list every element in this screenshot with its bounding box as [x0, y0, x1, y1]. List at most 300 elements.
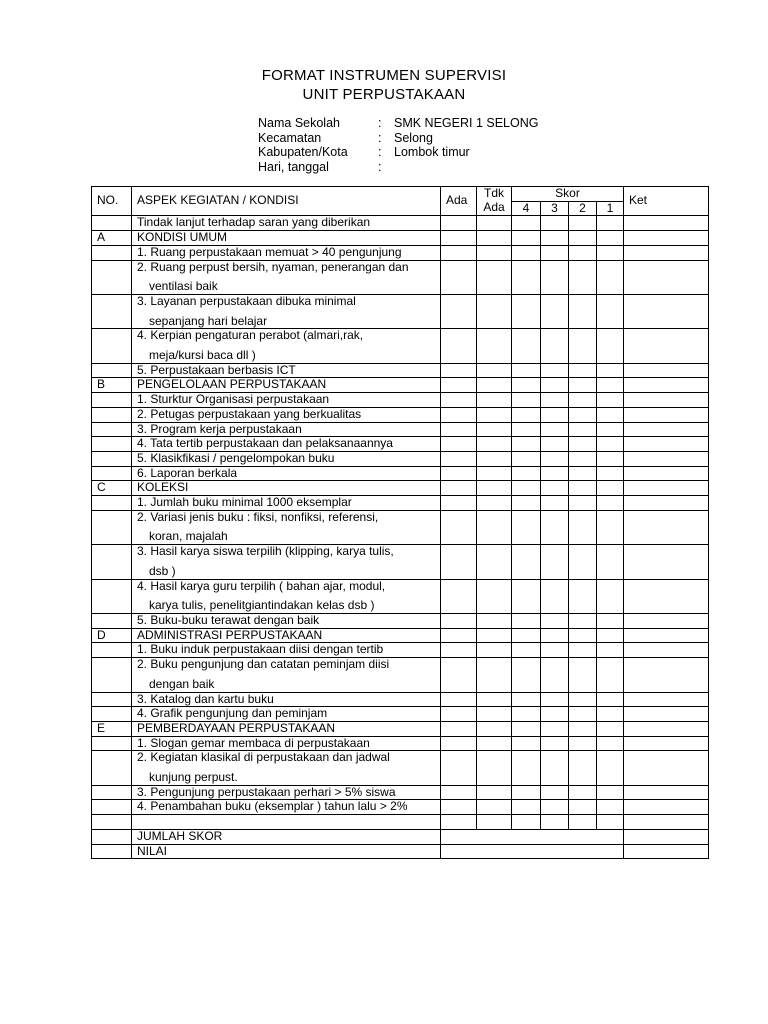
- cell-skor-3[interactable]: [541, 692, 569, 707]
- cell-ket[interactable]: [624, 829, 709, 844]
- row-no: E: [92, 721, 132, 736]
- cell-tdk-ada[interactable]: [477, 628, 512, 643]
- header-skor: Skor: [512, 187, 624, 202]
- cell-ket[interactable]: [624, 260, 709, 294]
- cell-ket[interactable]: [624, 393, 709, 408]
- cell-skor-4[interactable]: [512, 721, 541, 736]
- row-aspek: [132, 751, 441, 785]
- cell-skor-1[interactable]: [597, 260, 624, 294]
- cell-ada[interactable]: [441, 466, 477, 481]
- cell-tdk-ada[interactable]: [477, 751, 512, 785]
- row-aspek: KOLEKSI: [132, 481, 441, 496]
- cell-skor-4[interactable]: [512, 437, 541, 452]
- jumlah-skor-value[interactable]: [441, 829, 624, 844]
- row-aspek: [132, 260, 441, 294]
- cell-skor-3[interactable]: [541, 393, 569, 408]
- cell-skor-2[interactable]: [569, 815, 597, 830]
- cell-skor-1[interactable]: [597, 628, 624, 643]
- cell-skor-3[interactable]: [541, 231, 569, 246]
- cell-ada[interactable]: [441, 260, 477, 294]
- cell-skor-4[interactable]: [512, 692, 541, 707]
- cell-skor-4[interactable]: [512, 329, 541, 363]
- cell-skor-1[interactable]: [597, 451, 624, 466]
- row-no: [92, 751, 132, 785]
- cell-skor-1[interactable]: [597, 294, 624, 328]
- cell-ket[interactable]: [624, 545, 709, 579]
- cell-ket[interactable]: [624, 481, 709, 496]
- cell-skor-4[interactable]: [512, 294, 541, 328]
- cell-tdk-ada[interactable]: [477, 579, 512, 613]
- cell-ada[interactable]: [441, 785, 477, 800]
- cell-skor-1[interactable]: [597, 481, 624, 496]
- row-no: [92, 422, 132, 437]
- cell-skor-3[interactable]: [541, 815, 569, 830]
- cell-skor-2[interactable]: [569, 643, 597, 658]
- cell-skor-2[interactable]: [569, 613, 597, 628]
- document-title: FORMAT INSTRUMEN SUPERVISI: [261, 67, 507, 84]
- cell-skor-3[interactable]: [541, 294, 569, 328]
- cell-skor-4[interactable]: [512, 466, 541, 481]
- cell-ket[interactable]: [624, 815, 709, 830]
- cell-skor-4[interactable]: [512, 363, 541, 378]
- row-aspek: 1. Slogan gemar membaca di perpustakaan: [132, 736, 441, 751]
- cell-skor-4[interactable]: [512, 707, 541, 722]
- cell-skor-1[interactable]: [597, 643, 624, 658]
- cell-ket[interactable]: [624, 407, 709, 422]
- cell-skor-3[interactable]: [541, 510, 569, 544]
- row-no: [92, 329, 132, 363]
- header-score-3: 3: [541, 201, 569, 216]
- cell-ket[interactable]: [624, 800, 709, 815]
- row-aspek-line2: dengan baik: [149, 676, 215, 691]
- cell-skor-4[interactable]: [512, 545, 541, 579]
- cell-skor-1[interactable]: [597, 216, 624, 231]
- cell-skor-4[interactable]: [512, 216, 541, 231]
- cell-ket[interactable]: [624, 329, 709, 363]
- cell-ada[interactable]: [441, 628, 477, 643]
- cell-skor-2[interactable]: [569, 496, 597, 511]
- cell-ket[interactable]: [624, 216, 709, 231]
- cell-tdk-ada[interactable]: [477, 815, 512, 830]
- cell-skor-4[interactable]: [512, 510, 541, 544]
- cell-ada[interactable]: [441, 407, 477, 422]
- cell-skor-3[interactable]: [541, 643, 569, 658]
- row-no: [92, 437, 132, 452]
- cell-skor-1[interactable]: [597, 579, 624, 613]
- cell-skor-2[interactable]: [569, 658, 597, 692]
- cell-tdk-ada[interactable]: [477, 658, 512, 692]
- cell-ket[interactable]: [624, 294, 709, 328]
- row-aspek-line1: 3. Layanan perpustakaan dibuka minimal: [137, 294, 356, 308]
- cell-skor-3[interactable]: [541, 613, 569, 628]
- cell-tdk-ada[interactable]: [477, 545, 512, 579]
- cell-skor-1[interactable]: [597, 437, 624, 452]
- cell-ada[interactable]: [441, 692, 477, 707]
- cell-skor-3[interactable]: [541, 466, 569, 481]
- cell-skor-3[interactable]: [541, 736, 569, 751]
- cell-skor-4[interactable]: [512, 422, 541, 437]
- cell-ada[interactable]: [441, 437, 477, 452]
- cell-skor-1[interactable]: [597, 329, 624, 363]
- row-no: [92, 510, 132, 544]
- cell-tdk-ada[interactable]: [477, 510, 512, 544]
- row-aspek: 6. Laporan berkala: [132, 466, 441, 481]
- cell-ada[interactable]: [441, 245, 477, 260]
- cell-skor-2[interactable]: [569, 294, 597, 328]
- cell-ada[interactable]: [441, 707, 477, 722]
- cell-tdk-ada[interactable]: [477, 260, 512, 294]
- cell-skor-3[interactable]: [541, 707, 569, 722]
- cell-ket[interactable]: [624, 579, 709, 613]
- row-aspek-line1: 2. Variasi jenis buku : fiksi, nonfiksi, referensi,: [137, 510, 379, 524]
- cell-skor-3[interactable]: [541, 496, 569, 511]
- cell-ket[interactable]: [624, 785, 709, 800]
- table-row: [92, 407, 709, 422]
- cell-skor-2[interactable]: [569, 751, 597, 785]
- cell-skor-2[interactable]: [569, 245, 597, 260]
- row-aspek: 1. Ruang perpustakaan memuat > 40 pengunjung: [132, 245, 441, 260]
- cell-skor-2[interactable]: [569, 785, 597, 800]
- cell-skor-2[interactable]: [569, 393, 597, 408]
- cell-skor-3[interactable]: [541, 481, 569, 496]
- cell-skor-2[interactable]: [569, 363, 597, 378]
- cell-skor-4[interactable]: [512, 231, 541, 246]
- row-aspek: [132, 579, 441, 613]
- cell-skor-2[interactable]: [569, 216, 597, 231]
- cell-tdk-ada[interactable]: [477, 393, 512, 408]
- cell-skor-1[interactable]: [597, 692, 624, 707]
- row-aspek-line2: koran, majalah: [149, 529, 228, 544]
- cell-ada[interactable]: [441, 294, 477, 328]
- cell-ada[interactable]: [441, 393, 477, 408]
- row-no: [92, 815, 132, 830]
- cell-skor-4[interactable]: [512, 245, 541, 260]
- row-jumlah-skor: [92, 829, 709, 844]
- row-no: D: [92, 628, 132, 643]
- header-tdk-line1: Tdk: [483, 186, 504, 200]
- cell-skor-2[interactable]: [569, 800, 597, 815]
- cell-ada[interactable]: [441, 363, 477, 378]
- cell-skor-3[interactable]: [541, 378, 569, 393]
- cell-skor-2[interactable]: [569, 481, 597, 496]
- row-no: [92, 829, 132, 844]
- cell-tdk-ada[interactable]: [477, 231, 512, 246]
- cell-tdk-ada[interactable]: [477, 481, 512, 496]
- cell-skor-2[interactable]: [569, 510, 597, 544]
- cell-ket[interactable]: [624, 707, 709, 722]
- cell-skor-1[interactable]: [597, 466, 624, 481]
- cell-tdk-ada[interactable]: [477, 294, 512, 328]
- cell-ada[interactable]: [441, 800, 477, 815]
- row-no: [92, 294, 132, 328]
- cell-skor-1[interactable]: [597, 496, 624, 511]
- row-no: [92, 613, 132, 628]
- cell-skor-2[interactable]: [569, 407, 597, 422]
- cell-skor-4[interactable]: [512, 785, 541, 800]
- table-row: [92, 329, 709, 363]
- cell-skor-1[interactable]: [597, 231, 624, 246]
- cell-ada[interactable]: [441, 613, 477, 628]
- cell-skor-4[interactable]: [512, 407, 541, 422]
- row-aspek-line2: karya tulis, penelitgiantindakan kelas dsb ): [149, 598, 375, 613]
- cell-skor-4[interactable]: [512, 496, 541, 511]
- row-aspek-line1: 2. Buku pengunjung dan catatan peminjam diisi: [137, 657, 390, 672]
- row-aspek: ADMINISTRASI PERPUSTAKAAN: [132, 628, 441, 643]
- cell-skor-2[interactable]: [569, 231, 597, 246]
- cell-ket[interactable]: [624, 363, 709, 378]
- cell-skor-1[interactable]: [597, 393, 624, 408]
- cell-skor-4[interactable]: [512, 815, 541, 830]
- cell-skor-3[interactable]: [541, 658, 569, 692]
- cell-skor-3[interactable]: [541, 245, 569, 260]
- cell-ada[interactable]: [441, 481, 477, 496]
- row-no: [92, 393, 132, 408]
- cell-skor-1[interactable]: [597, 545, 624, 579]
- header-ket: Ket: [624, 187, 709, 216]
- cell-skor-1[interactable]: [597, 613, 624, 628]
- header-score-2: 2: [569, 201, 597, 216]
- cell-skor-3[interactable]: [541, 451, 569, 466]
- cell-ket[interactable]: [624, 437, 709, 452]
- header-score-4: 4: [512, 201, 541, 216]
- cell-skor-4[interactable]: [512, 579, 541, 613]
- cell-skor-1[interactable]: [597, 721, 624, 736]
- cell-skor-1[interactable]: [597, 736, 624, 751]
- row-aspek-line1: 4. Kerpian pengaturan perabot (almari,rak,: [137, 328, 364, 343]
- cell-skor-2[interactable]: [569, 579, 597, 613]
- cell-ada[interactable]: [441, 231, 477, 246]
- cell-skor-3[interactable]: [541, 422, 569, 437]
- cell-ada[interactable]: [441, 496, 477, 511]
- cell-ket[interactable]: [624, 466, 709, 481]
- cell-skor-4[interactable]: [512, 628, 541, 643]
- cell-tdk-ada[interactable]: [477, 245, 512, 260]
- cell-ket[interactable]: [624, 422, 709, 437]
- cell-skor-3[interactable]: [541, 329, 569, 363]
- cell-skor-2[interactable]: [569, 437, 597, 452]
- cell-skor-4[interactable]: [512, 378, 541, 393]
- row-aspek: Tindak lanjut terhadap saran yang diberikan: [132, 216, 441, 231]
- cell-skor-4[interactable]: [512, 393, 541, 408]
- cell-tdk-ada[interactable]: [477, 643, 512, 658]
- header-score-1: 1: [597, 201, 624, 216]
- cell-ada[interactable]: [441, 579, 477, 613]
- cell-skor-3[interactable]: [541, 437, 569, 452]
- cell-skor-2[interactable]: [569, 707, 597, 722]
- cell-ket[interactable]: [624, 736, 709, 751]
- row-aspek-line1: 3. Hasil karya siswa terpilih (klipping, karya tulis,: [137, 544, 394, 559]
- row-aspek-line2: ventilasi baik: [149, 279, 218, 294]
- info-label: Kecamatan: [258, 130, 322, 145]
- cell-tdk-ada[interactable]: [477, 466, 512, 481]
- cell-ada[interactable]: [441, 721, 477, 736]
- cell-tdk-ada[interactable]: [477, 422, 512, 437]
- cell-skor-2[interactable]: [569, 628, 597, 643]
- cell-skor-1[interactable]: [597, 378, 624, 393]
- cell-ada[interactable]: [441, 545, 477, 579]
- cell-ada[interactable]: [441, 378, 477, 393]
- table-row: [92, 658, 709, 692]
- cell-skor-1[interactable]: [597, 707, 624, 722]
- table-row: [92, 800, 709, 815]
- table-row: [92, 579, 709, 613]
- cell-skor-3[interactable]: [541, 407, 569, 422]
- row-aspek: 5. Klasikfikasi / pengelompokan buku: [132, 451, 441, 466]
- table-row: [92, 231, 709, 246]
- cell-ket[interactable]: [624, 658, 709, 692]
- cell-skor-2[interactable]: [569, 329, 597, 363]
- table-row: [92, 451, 709, 466]
- cell-skor-1[interactable]: [597, 422, 624, 437]
- table-row: [92, 393, 709, 408]
- cell-skor-2[interactable]: [569, 721, 597, 736]
- cell-ada[interactable]: [441, 422, 477, 437]
- table-body: [92, 187, 709, 859]
- table-row: [92, 245, 709, 260]
- table-row: [92, 545, 709, 579]
- cell-ada[interactable]: [441, 815, 477, 830]
- table-row: [92, 216, 709, 231]
- cell-skor-2[interactable]: [569, 422, 597, 437]
- cell-ket[interactable]: [624, 378, 709, 393]
- cell-tdk-ada[interactable]: [477, 721, 512, 736]
- cell-ket[interactable]: [624, 751, 709, 785]
- cell-skor-4[interactable]: [512, 643, 541, 658]
- cell-skor-3[interactable]: [541, 216, 569, 231]
- cell-skor-4[interactable]: [512, 800, 541, 815]
- cell-skor-1[interactable]: [597, 510, 624, 544]
- cell-tdk-ada[interactable]: [477, 785, 512, 800]
- cell-ada[interactable]: [441, 751, 477, 785]
- cell-ket[interactable]: [624, 628, 709, 643]
- cell-ket[interactable]: [624, 245, 709, 260]
- cell-ada[interactable]: [441, 736, 477, 751]
- cell-ada[interactable]: [441, 510, 477, 544]
- cell-skor-1[interactable]: [597, 245, 624, 260]
- cell-ada[interactable]: [441, 643, 477, 658]
- cell-ada[interactable]: [441, 329, 477, 363]
- cell-skor-1[interactable]: [597, 815, 624, 830]
- nilai-label: NILAI: [132, 844, 441, 859]
- table-row: [92, 466, 709, 481]
- cell-ket[interactable]: [624, 613, 709, 628]
- cell-tdk-ada[interactable]: [477, 363, 512, 378]
- cell-tdk-ada[interactable]: [477, 800, 512, 815]
- cell-tdk-ada[interactable]: [477, 329, 512, 363]
- cell-skor-3[interactable]: [541, 363, 569, 378]
- row-aspek: [132, 329, 441, 363]
- cell-tdk-ada[interactable]: [477, 613, 512, 628]
- cell-skor-2[interactable]: [569, 692, 597, 707]
- info-row-nama-sekolah: [258, 116, 538, 131]
- table-row: [92, 496, 709, 511]
- cell-tdk-ada[interactable]: [477, 496, 512, 511]
- cell-skor-4[interactable]: [512, 751, 541, 785]
- cell-skor-2[interactable]: [569, 545, 597, 579]
- cell-skor-3[interactable]: [541, 579, 569, 613]
- cell-ket[interactable]: [624, 231, 709, 246]
- cell-tdk-ada[interactable]: [477, 216, 512, 231]
- cell-skor-4[interactable]: [512, 260, 541, 294]
- cell-skor-4[interactable]: [512, 658, 541, 692]
- cell-tdk-ada[interactable]: [477, 437, 512, 452]
- cell-skor-2[interactable]: [569, 451, 597, 466]
- info-value: SMK NEGERI 1 SELONG: [394, 116, 539, 130]
- cell-skor-3[interactable]: [541, 751, 569, 785]
- cell-ket[interactable]: [624, 496, 709, 511]
- cell-skor-2[interactable]: [569, 736, 597, 751]
- cell-ada[interactable]: [441, 451, 477, 466]
- row-no: [92, 785, 132, 800]
- row-aspek: 3. Pengunjung perpustakaan perhari > 5% siswa: [132, 785, 441, 800]
- cell-tdk-ada[interactable]: [477, 707, 512, 722]
- cell-skor-1[interactable]: [597, 407, 624, 422]
- cell-skor-1[interactable]: [597, 785, 624, 800]
- cell-tdk-ada[interactable]: [477, 378, 512, 393]
- document-subtitle: UNIT PERPUSTAKAAN: [302, 86, 466, 103]
- cell-ket[interactable]: [624, 721, 709, 736]
- cell-skor-3[interactable]: [541, 721, 569, 736]
- cell-skor-3[interactable]: [541, 628, 569, 643]
- cell-skor-3[interactable]: [541, 785, 569, 800]
- cell-ket[interactable]: [624, 510, 709, 544]
- nilai-value[interactable]: [441, 844, 624, 859]
- cell-skor-4[interactable]: [512, 481, 541, 496]
- info-value: Lombok timur: [394, 145, 470, 159]
- cell-skor-1[interactable]: [597, 800, 624, 815]
- table-row: [92, 628, 709, 643]
- row-aspek: PEMBERDAYAAN PERPUSTAKAAN: [132, 721, 441, 736]
- info-colon: :: [378, 116, 382, 130]
- cell-skor-3[interactable]: [541, 800, 569, 815]
- cell-tdk-ada[interactable]: [477, 736, 512, 751]
- cell-ada[interactable]: [441, 216, 477, 231]
- cell-ket[interactable]: [624, 451, 709, 466]
- cell-ket[interactable]: [624, 844, 709, 859]
- cell-skor-1[interactable]: [597, 658, 624, 692]
- info-value: Selong: [394, 130, 433, 145]
- cell-skor-2[interactable]: [569, 260, 597, 294]
- cell-skor-2[interactable]: [569, 378, 597, 393]
- cell-tdk-ada[interactable]: [477, 451, 512, 466]
- table-row: [92, 294, 709, 328]
- table-row: [92, 815, 709, 830]
- cell-tdk-ada[interactable]: [477, 407, 512, 422]
- table-row: [92, 363, 709, 378]
- header-no: NO.: [92, 187, 132, 216]
- cell-ada[interactable]: [441, 658, 477, 692]
- cell-skor-1[interactable]: [597, 363, 624, 378]
- row-aspek: 5. Perpustakaan berbasis ICT: [132, 363, 441, 378]
- cell-skor-4[interactable]: [512, 736, 541, 751]
- cell-skor-3[interactable]: [541, 545, 569, 579]
- school-info: [258, 116, 538, 174]
- cell-tdk-ada[interactable]: [477, 692, 512, 707]
- cell-skor-2[interactable]: [569, 466, 597, 481]
- cell-skor-1[interactable]: [597, 751, 624, 785]
- table-row: [92, 378, 709, 393]
- cell-ket[interactable]: [624, 643, 709, 658]
- table-row: [92, 437, 709, 452]
- row-aspek: [132, 510, 441, 544]
- cell-skor-4[interactable]: [512, 613, 541, 628]
- cell-skor-3[interactable]: [541, 260, 569, 294]
- row-no: [92, 707, 132, 722]
- cell-ket[interactable]: [624, 692, 709, 707]
- info-row-kecamatan: [258, 131, 538, 146]
- cell-skor-4[interactable]: [512, 451, 541, 466]
- row-aspek-line2: dsb ): [149, 563, 176, 578]
